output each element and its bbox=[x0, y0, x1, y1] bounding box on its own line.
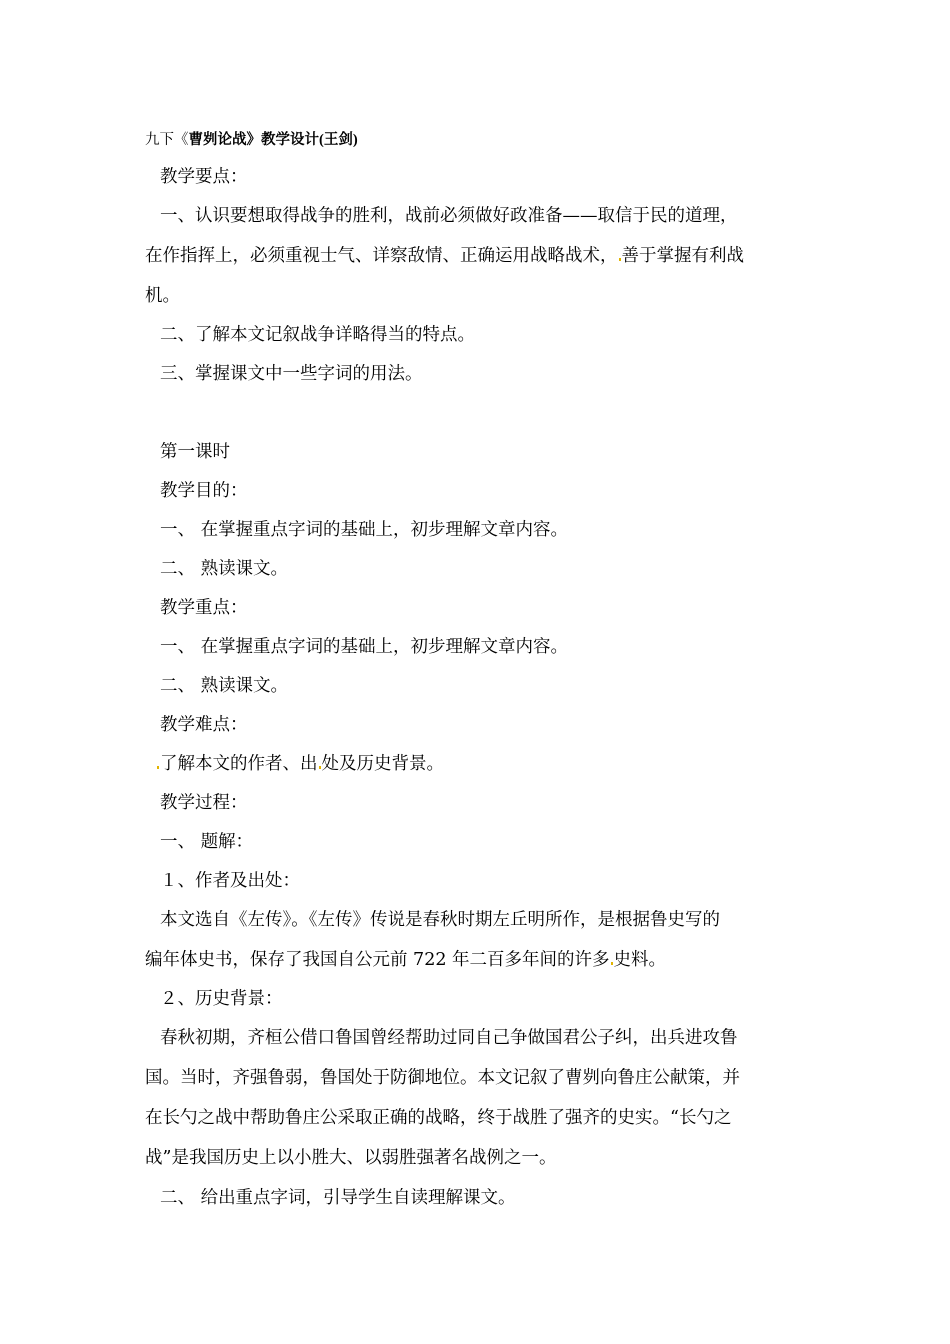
paragraph-history-line-1: 春秋初期，齐桓公借口鲁国曾经帮助过同自己争做国君公子纠，出兵进攻鲁 bbox=[160, 1028, 738, 1048]
key-point-1-line-2 bbox=[145, 244, 815, 268]
difficulty-line bbox=[156, 752, 826, 776]
document-title bbox=[145, 128, 815, 152]
key-point-1-line-3: 机。 bbox=[145, 286, 180, 306]
focus-2: 二、 熟读课文。 bbox=[160, 676, 289, 696]
paragraph-history-line-4: 战”是我国历史上以小胜大、以弱胜强著名战例之一。 bbox=[145, 1148, 557, 1168]
process-step-1: 一、 题解： bbox=[160, 832, 254, 852]
title-main: 曹刿论战》教学设计(王剑) bbox=[188, 132, 358, 148]
lesson-heading: 第一课时 bbox=[160, 442, 230, 462]
key-point-2: 二、了解本文记叙战争详略得当的特点。 bbox=[160, 325, 475, 345]
annotation-mark bbox=[157, 766, 159, 769]
subheading-author-source: １、作者及出处： bbox=[160, 871, 300, 891]
objective-2: 二、 熟读课文。 bbox=[160, 559, 289, 579]
section-heading-key-points: 教学要点： bbox=[160, 167, 248, 187]
process-step-2: 二、 给出重点字词，引导学生自读理解课文。 bbox=[160, 1188, 516, 1208]
difficulty-text-b: 处及历史背景。 bbox=[321, 754, 444, 774]
section-heading-objectives: 教学目的： bbox=[160, 481, 248, 501]
paragraph-history-line-3: 在长勺之战中帮助鲁庄公采取正确的战略，终于战胜了强齐的史实。“长勺之 bbox=[145, 1108, 732, 1128]
annotation-mark bbox=[611, 962, 613, 965]
difficulty-text-a: 了解本文的作者、出 bbox=[160, 754, 318, 774]
paragraph-source-line-2 bbox=[145, 948, 815, 972]
paragraph-history-line-2: 国。当时，齐强鲁弱，鲁国处于防御地位。本文记叙了曹刿向鲁庄公献策，并 bbox=[145, 1068, 740, 1088]
section-heading-process: 教学过程： bbox=[160, 793, 248, 813]
paragraph-source-line-2b: 史料。 bbox=[613, 950, 667, 970]
title-prefix: 九下《 bbox=[145, 132, 189, 148]
annotation-mark bbox=[619, 258, 621, 261]
key-point-1-line-2a: 在作指挥上，必须重视士气、详察敌情、正确运用战略战术， bbox=[145, 246, 618, 266]
key-point-1-line-1: 一、认识要想取得战争的胜利，战前必须做好政准备——取信于民的道理， bbox=[160, 206, 738, 226]
annotation-mark bbox=[319, 766, 321, 769]
key-point-3: 三、掌握课文中一些字词的用法。 bbox=[160, 364, 423, 384]
paragraph-source-line-2a: 编年体史书，保存了我国自公元前 722 年二百多年间的许多 bbox=[145, 950, 610, 970]
subheading-history: ２、历史背景： bbox=[160, 989, 283, 1009]
objective-1: 一、 在掌握重点字词的基础上，初步理解文章内容。 bbox=[160, 520, 569, 540]
section-heading-focus: 教学重点： bbox=[160, 598, 248, 618]
focus-1: 一、 在掌握重点字词的基础上，初步理解文章内容。 bbox=[160, 637, 569, 657]
key-point-1-line-2b: 善于掌握有利战 bbox=[621, 246, 744, 266]
section-heading-difficulty: 教学难点： bbox=[160, 715, 248, 735]
paragraph-source-line-1: 本文选自《左传》。《左传》传说是春秋时期左丘明所作，是根据鲁史写的 bbox=[160, 910, 720, 930]
